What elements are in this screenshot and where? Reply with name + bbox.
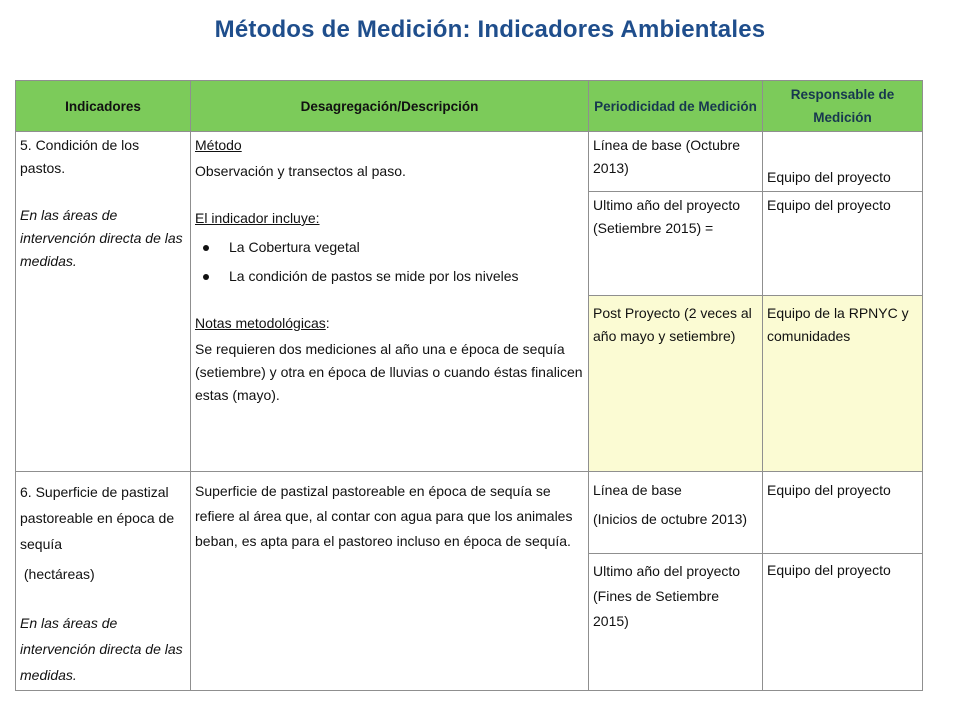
period-cell: Línea de base (Octubre 2013) [589, 132, 763, 192]
period-date: (Inicios de octubre 2013) [593, 511, 748, 527]
header-periodicidad: Periodicidad de Medición [589, 81, 763, 132]
indicator-area: En las áreas de intervención directa de las medidas. [20, 615, 183, 683]
header-row [16, 81, 923, 132]
indicator-cell [16, 132, 191, 472]
header-indicadores: Indicadores [16, 81, 191, 132]
notes-colon: : [325, 315, 330, 331]
bullet-item: La condición de pastos se mide por los niveles [229, 265, 584, 288]
method-label: Método [195, 137, 242, 153]
period-cell: Ultimo año del proyecto (Fines de Setiembre 2015) [589, 554, 763, 691]
description-cell: Superficie de pastizal pastoreable en época de sequía se refiere al área que, al contar con agua para que los animales beban, es apta para el pastoreo incluso en época de sequía. [191, 472, 589, 691]
includes-label: El indicador incluye: [195, 210, 320, 226]
notes-text: Se requieren dos mediciones al año una e época de sequía (setiembre) y otra en época de lluvias o cuando éstas finalicen estas (mayo). [195, 341, 583, 403]
responsible-cell: Equipo del proyecto [763, 554, 923, 691]
indicator-unit: (hectáreas) [20, 566, 95, 582]
page-title: Métodos de Medición: Indicadores Ambientales [214, 16, 766, 43]
table-row [16, 472, 923, 554]
method-text: Observación y transectos al paso. [195, 163, 406, 179]
indicator-name: 6. Superficie de pastizal pastoreable en época de sequía [20, 484, 175, 552]
bullet-item: La Cobertura vegetal [229, 236, 584, 259]
description-cell [191, 132, 589, 472]
notes-heading [195, 312, 584, 335]
period-cell: Ultimo año del proyecto (Setiembre 2015) = [589, 192, 763, 296]
notes-label: Notas metodológicas [195, 315, 326, 331]
period-cell: Post Proyecto (2 veces al año mayo y setiembre) [589, 296, 763, 472]
indicator-name: 5. Condición de los pastos. [20, 137, 140, 176]
period-cell [589, 472, 763, 554]
responsible-cell: Equipo del proyecto [763, 472, 923, 554]
period-label: Línea de base [593, 482, 682, 498]
responsible-cell: Equipo de la RPNYC y comunidades [763, 296, 923, 472]
bullet-list [195, 236, 584, 288]
header-responsable: Responsable de Medición [763, 81, 923, 132]
indicator-cell [16, 472, 191, 691]
indicator-area: En las áreas de intervención directa de las medidas. [20, 207, 183, 269]
table-row [16, 132, 923, 192]
responsible-cell: Equipo del proyecto [763, 192, 923, 296]
indicators-table [15, 80, 923, 691]
responsible-cell: Equipo del proyecto [763, 132, 923, 192]
header-desagregacion: Desagregación/Descripción [191, 81, 589, 132]
